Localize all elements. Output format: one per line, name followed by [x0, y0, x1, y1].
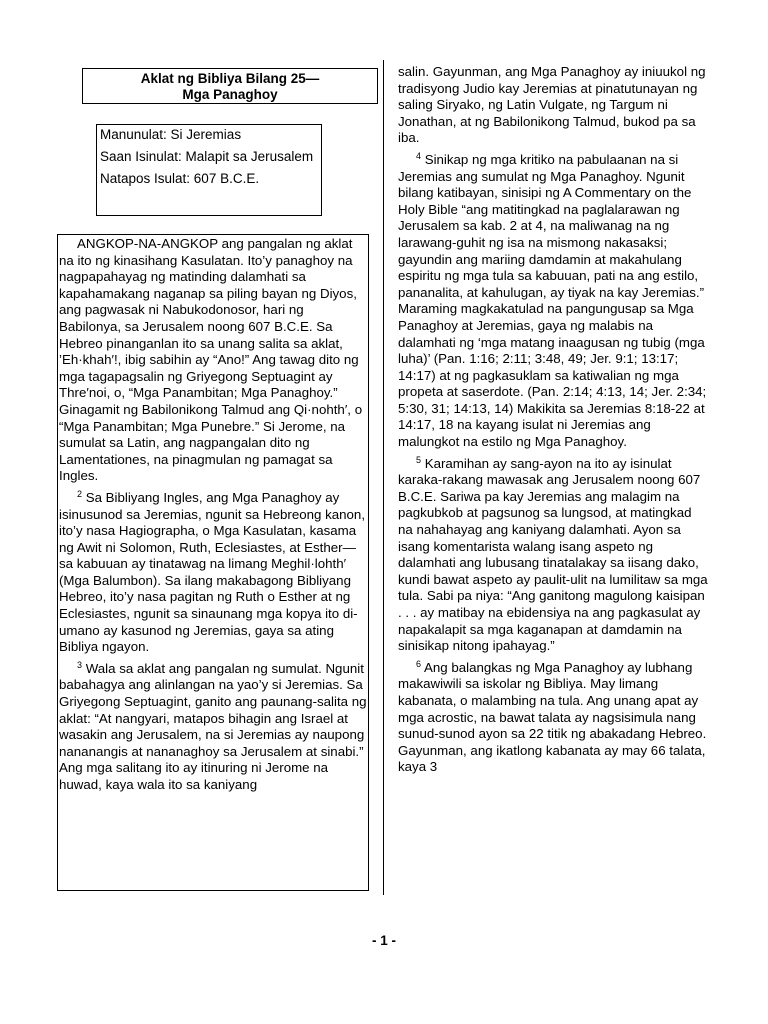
info-place: Saan Isinulat: Malapit sa Jerusalem — [100, 149, 314, 164]
paragraph-3-continued-text: salin. Gayunman, ang Mga Panaghoy ay iniuukol ng tradisyong Judio kay Jeremias at pinatutunayan ng saling Siryako, ng Latin Vulgate, ng Targum ni Jonathan, at ng Babilonikong Talmud, bukod pa sa iba. — [398, 64, 706, 146]
right-column — [398, 64, 708, 894]
book-title-box — [82, 68, 378, 104]
paragraph-3 — [59, 661, 367, 794]
paragraph-4-text: Sinikap ng mga kritiko na pabulaanan na si Jeremias ang sumulat ng Mga Panaghoy. Ngunit bilang katibayan, sinisipi ng A Commentary on the Holy Bible “ang matitingkad na paglalarawan ng Jerusalem sa kab. 2 at 4, na maliwanag na ng larawang-guhit ng isa na mismong nakasaksi; gayundin ang mariing damdamin at makahulang espiritu ng mga tula sa kabuuan, pati na ang estilo, pananalita, at kahulugan, ay tiyak na kay Jeremias.” Maraming magkakatulad na pangungusap sa Mga Panaghoy at Jeremias, gaya ng malabis na dalamhati ng ‘mga matang inaagusan ng tubig (mga luha)’ (Pan. 1:16; 2:11; 3:48, 49; Jer. 9:1; 13:17; 14:17) at ng pagkasuklam sa katiwalian ng mga propeta at saserdote. (Pan. 2:14; 4:13, 14; Jer. 2:34; 5:30, 31; 14:13, 14) Makikita sa Jeremias 8:18-22 at 14:17, 18 na kayang isulat ni Jeremias ang malungkot na estilo ng Mga Panaghoy. — [398, 151, 707, 450]
book-info-box — [96, 124, 322, 216]
paragraph-1 — [59, 236, 367, 485]
paragraph-3-continued — [398, 64, 708, 147]
paragraph-2-text: Sa Bibliyang Ingles, ang Mga Panaghoy ay isinusunod sa Jeremias, ngunit sa Hebreong kanon, ito’y nasa Hagiographa, o Mga Kasulatan, kasama ng Awit ni Solomon, Ruth, Eclesiastes, at Esther—sa kabuuan ay tinatawag na limang Meghil·lohth′ (Mga Balumbon). Sa ilang makabagong Bibliyang Hebreo, ito’y nasa pagitan ng Ruth o Esther at ng Eclesiastes, ngunit sa sinaunang mga kopya ito di-umano ay kasunod ng Jeremias, gaya sa ating Bibliya ngayon. — [59, 489, 366, 655]
column-divider — [383, 60, 384, 895]
page-number: - 1 - — [371, 933, 396, 948]
book-title-line1: Aklat ng Bibliya Bilang 25— — [140, 71, 320, 86]
info-completed: Natapos Isulat: 607 B.C.E. — [100, 171, 260, 186]
paragraph-5-number: 5 — [416, 454, 422, 465]
paragraph-6-number: 6 — [416, 658, 422, 669]
paragraph-2 — [59, 490, 367, 656]
info-writer: Manunulat: Si Jeremias — [100, 127, 242, 142]
paragraph-2-number: 2 — [77, 488, 83, 499]
book-title-line2: Mga Panaghoy — [182, 87, 278, 102]
left-column — [59, 236, 367, 889]
paragraph-3-text: Wala sa aklat ang pangalan ng sumulat. Ngunit babahagya ang alinlangan na yao’y si Jeremias. Sa Griyegong Septuagint, ganito ang paunang-salita ng aklat: “At nangyari, matapos bihagin ang Israel at wasakin ang Jerusalem, na si Jeremias ay naupong nananangis at nananaghoy sa Jerusalem at sinabi.” Ang mga salitang ito ay itinuring ni Jerome na huwad, kaya wala ito sa kaniyang — [59, 660, 367, 792]
paragraph-1-text: ANGKOP-NA-ANGKOP ang pangalan ng aklat na ito ng kinasihang Kasulatan. Ito’y panaghoy na nagpapahayag ng matinding dalamhati sa kapahamakang naganap sa piling bayan ng Diyos, ang pagwasak ni Nabukodonosor, hari ng Babilonya, sa Jerusalem noong 607 B.C.E. Sa Hebreo pinanganlan ito sa unang salita sa aklat, ’Eh·khah′!, ibig sabihin ay “Ano!” Ang tawag dito ng mga tagapagsalin ng Griyegong Septuagint ay Thre′noi, o, “Mga Panambitan; Mga Panaghoy.” Ginagamit ng Babilonikong Talmud ang Qi·nohth′, o “Mga Panambitan; Mga Punebre.” Si Jerome, na sumulat sa Latin, ang nagpangalan dito ng Lamentationes, na pinagmulan ng pamagat sa Ingles. — [59, 236, 363, 484]
paragraph-5 — [398, 456, 708, 655]
paragraph-4 — [398, 152, 708, 451]
paragraph-6 — [398, 660, 708, 776]
paragraph-6-text: Ang balangkas ng Mga Panaghoy ay lubhang makawiwili sa iskolar ng Bibliya. May limang kabanata, o malambing na tula. Ang unang apat ay mga acrostic, na bawat talata ay nagsisimula nang sunud-sunod ayon sa 22 titik ng abakadang Hebreo. Gayunman, ang ikatlong kabanata ay may 66 talata, kaya 3 — [398, 659, 707, 775]
paragraph-4-number: 4 — [416, 150, 422, 161]
paragraph-5-text: Karamihan ay sang-ayon na ito ay isinulat karaka-rakang mawasak ang Jerusalem noong 607 B.C.E. Sariwa pa kay Jeremias ang malagim na pagkubkob at pagsunog sa lungsod, at matingkad na nahahayag ang kaniyang dalamhati. Ayon sa isang komentarista walang isang aspeto ng dalamhati ang lubusang tinatalakay sa iisang dako, kundi bawat aspeto ay paulit-ulit na lumilitaw sa mga tula. Sabi pa niya: “Ang ganitong magulong kaisipan . . . ay matibay na ebidensiya na ang pagkasulat ay napakalapit sa mga kaganapan at damdamin na sinisikap nitong ipahayag.” — [398, 455, 708, 654]
paragraph-3-number: 3 — [77, 659, 83, 670]
